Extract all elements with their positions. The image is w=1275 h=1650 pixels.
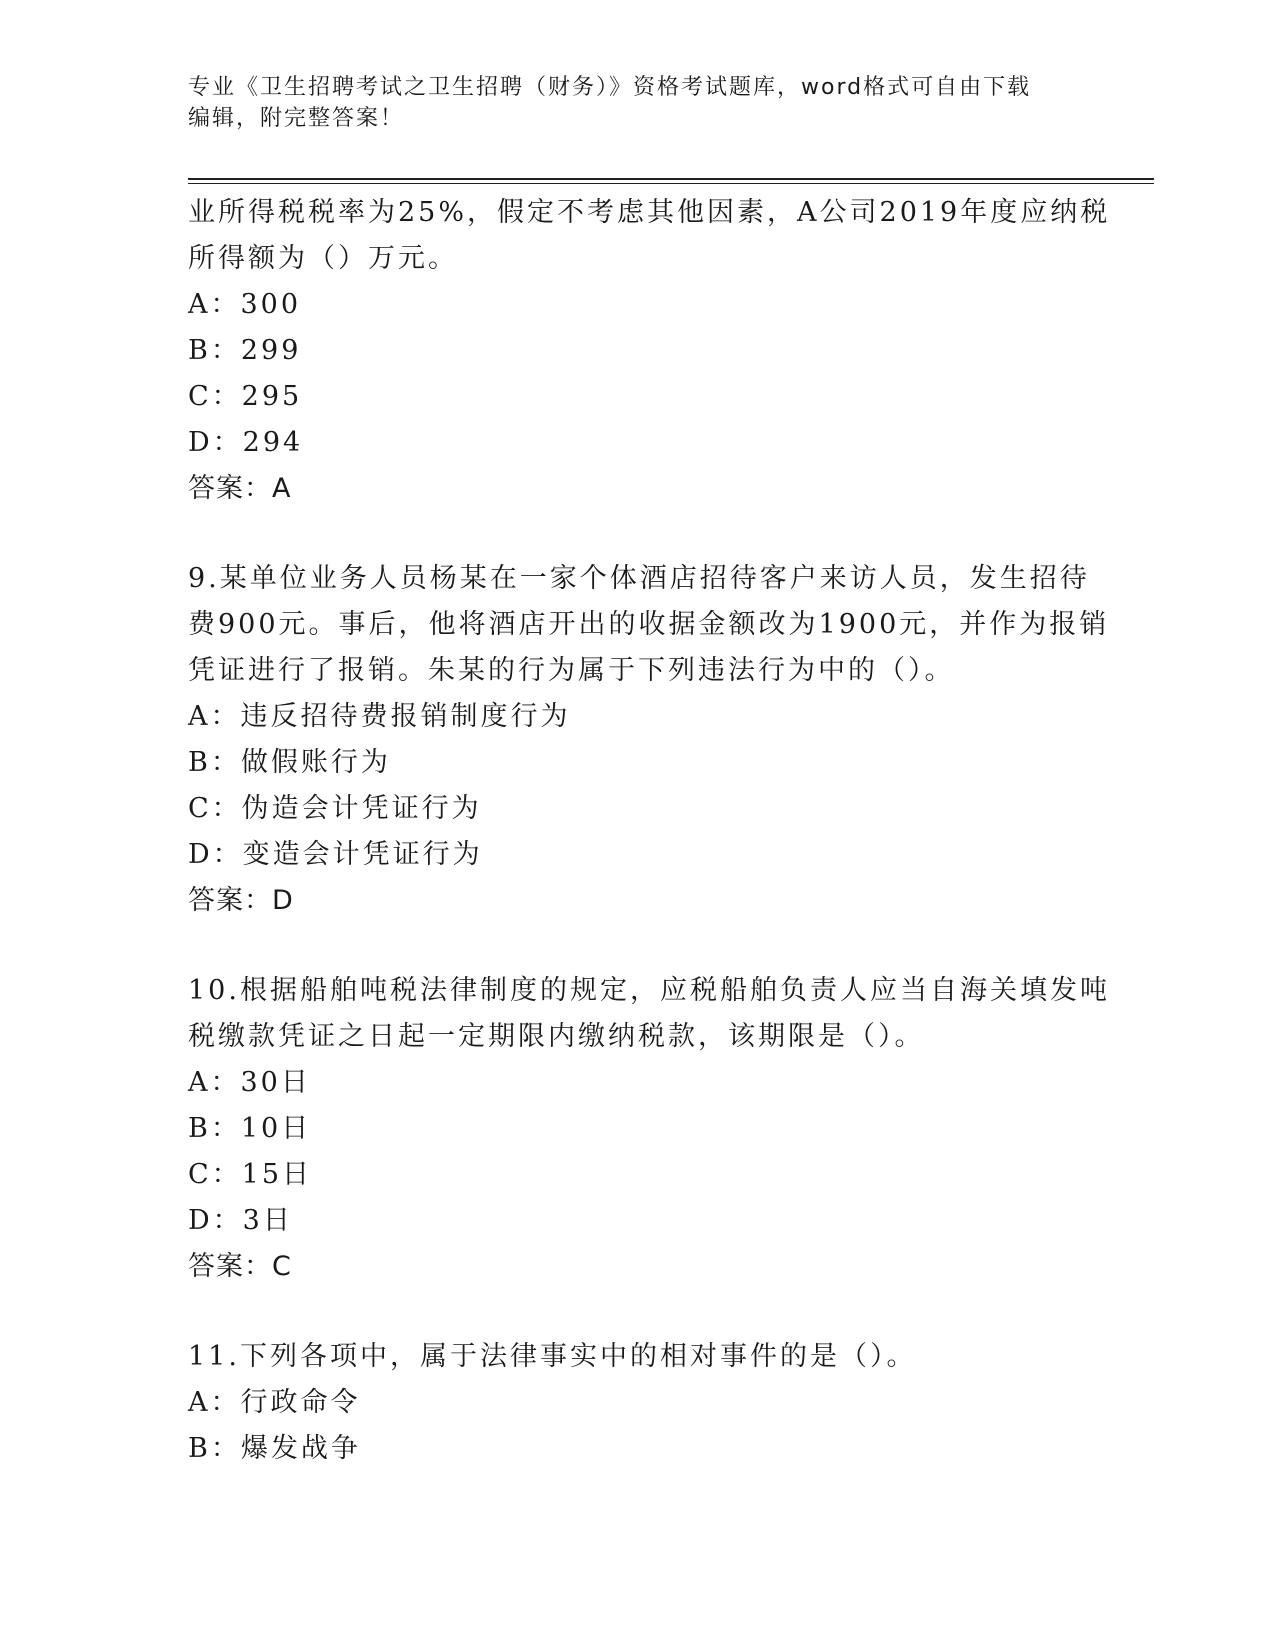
question-text-line: 业所得税税率为25%，假定不考虑其他因素，A公司2019年度应纳税 (188, 197, 1111, 228)
option-c: C：295 (188, 381, 303, 412)
header-divider (188, 178, 1154, 180)
option-a: A：30日 (188, 1067, 311, 1098)
option-a: A：行政命令 (188, 1387, 361, 1418)
option-d: D：294 (188, 427, 304, 458)
question-text-line: 9.某单位业务人员杨某在一家个体酒店招待客户来访人员，发生招待 (188, 563, 1090, 594)
option-b: B：爆发战争 (188, 1433, 361, 1464)
question-block-9 (188, 556, 1110, 924)
question-list (188, 190, 1111, 1472)
option-b: B：10日 (188, 1113, 312, 1144)
option-a: A：违反招待费报销制度行为 (188, 701, 571, 732)
question-block-8 (188, 190, 1111, 512)
option-b: B：做假账行为 (188, 747, 391, 778)
document-header (188, 72, 1088, 134)
option-c: C：伪造会计凭证行为 (188, 793, 482, 824)
answer-line: 答案：A (188, 473, 292, 504)
option-b: B：299 (188, 335, 302, 366)
question-text-line: 费900元。事后，他将酒店开出的收据金额改为1900元，并作为报销 (188, 609, 1110, 640)
option-d: D：变造会计凭证行为 (188, 839, 483, 870)
question-text-line: 10.根据船舶吨税法律制度的规定，应税船舶负责人应当自海关填发吨 (188, 975, 1110, 1006)
header-line-1: 专业《卫生招聘考试之卫生招聘（财务）》资格考试题库，word格式可自由下载 (188, 75, 1032, 100)
question-text-line: 凭证进行了报销。朱某的行为属于下列违法行为中的（）。 (188, 655, 955, 686)
header-divider-thin (188, 183, 1154, 184)
option-d: D：3日 (188, 1205, 293, 1236)
answer-line: 答案：D (188, 885, 294, 916)
answer-line: 答案：C (188, 1251, 292, 1282)
question-text-line: 11.下列各项中，属于法律事实中的相对事件的是（）。 (188, 1341, 917, 1372)
option-c: C：15日 (188, 1159, 313, 1190)
header-line-2: 编辑，附完整答案！ (188, 106, 405, 131)
question-block-11 (188, 1334, 1088, 1472)
option-a: A：300 (188, 289, 302, 320)
question-text-line: 所得额为（）万元。 (188, 243, 458, 274)
question-block-10 (188, 968, 1110, 1290)
question-text-line: 税缴款凭证之日起一定期限内缴纳税款，该期限是（）。 (188, 1021, 925, 1052)
